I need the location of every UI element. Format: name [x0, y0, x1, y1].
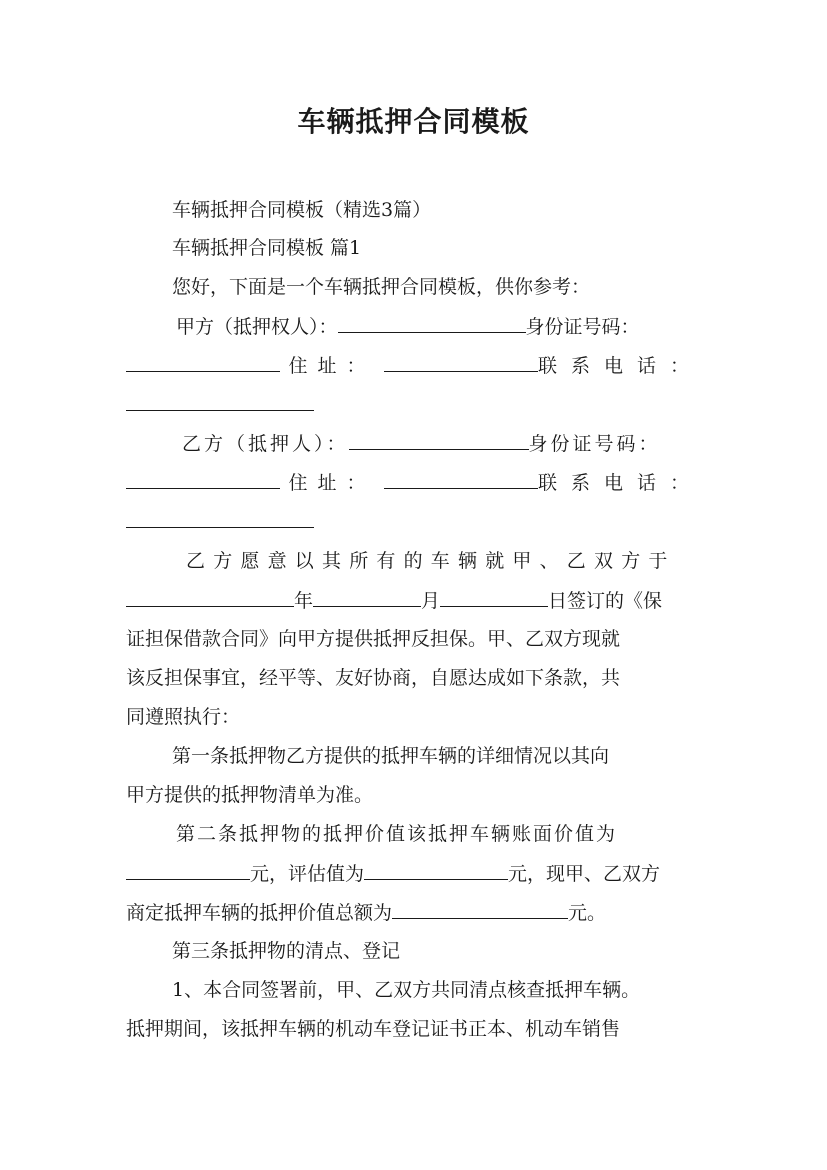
party-b-id-label: 身份证号码： [528, 433, 661, 455]
party-a-label: 甲方（抵押权人）： [176, 316, 338, 338]
party-b-id-blank [126, 470, 280, 489]
party-a-phone-line [126, 392, 702, 417]
party-b-address-line [126, 470, 702, 495]
document-title: 车辆抵押合同模板 [297, 105, 530, 138]
total-value-blank [392, 900, 568, 919]
appraised-value-blank [364, 861, 508, 880]
para1-line2 [126, 588, 702, 613]
party-a-id-label: 身份证号码： [525, 316, 640, 338]
day-blank [440, 588, 548, 607]
party-a-address-blank [384, 353, 538, 372]
year-blank [126, 588, 294, 607]
article3-line1: 1、本合同签署前，甲、乙双方共同清点核查抵押车辆。 [172, 979, 641, 1001]
article1-line2: 甲方提供的抵押物清单为准。 [126, 784, 374, 806]
intro-text: 您好，下面是一个车辆抵押合同模板，供你参考： [172, 276, 591, 298]
section-heading: 车辆抵押合同模板 篇1 [172, 237, 362, 259]
party-a-phone-label: 联系电话： [538, 355, 704, 377]
article3-heading: 第三条抵押物的清点、登记 [172, 940, 401, 962]
party-b-phone-blank [126, 509, 314, 528]
article1-line1: 第一条抵押物乙方提供的抵押车辆的详细情况以其向 [172, 745, 610, 767]
para1-line1: 乙方愿意以其所有的车辆就甲、乙双方于 [186, 550, 676, 572]
party-b-phone-line [126, 509, 702, 534]
total-value-label: 商定抵押车辆的抵押价值总额为 [126, 902, 393, 924]
party-a-address-label: 住址： [288, 355, 376, 377]
total-value-unit: 元。 [568, 902, 607, 924]
article2-line1: 第二条抵押物的抵押价值该抵押车辆账面价值为 [176, 823, 618, 845]
year-label: 年 [294, 590, 314, 612]
para1-line4: 该反担保事宜，经平等、友好协商，自愿达成如下条款，共 [126, 667, 621, 689]
article2-line2 [126, 861, 702, 886]
para1-line3: 证担保借款合同》向甲方提供抵押反担保。甲、乙双方现就 [126, 628, 621, 650]
party-a-id-blank [126, 353, 280, 372]
article3-line2: 抵押期间，该抵押车辆的机动车登记证书正本、机动车销售 [126, 1018, 621, 1040]
article2-line3 [126, 900, 702, 925]
party-b-name-blank [349, 431, 529, 450]
party-a-line [126, 314, 702, 339]
party-a-phone-blank [126, 392, 314, 411]
appraised-value-unit: 元，现甲、乙双方 [508, 863, 661, 885]
party-a-address-line [126, 353, 702, 378]
party-b-label: 乙方（抵押人）： [182, 433, 349, 455]
party-b-line [126, 431, 702, 456]
month-blank [313, 588, 421, 607]
month-label: 月 [421, 590, 441, 612]
para1-line5: 同遵照执行： [126, 706, 241, 728]
book-value-unit: 元，评估值为 [250, 863, 365, 885]
party-b-address-label: 住址： [288, 472, 376, 494]
book-value-blank [126, 861, 250, 880]
party-b-address-blank [384, 470, 538, 489]
party-b-phone-label: 联系电话： [538, 472, 704, 494]
party-a-name-blank [338, 314, 526, 333]
document-subtitle: 车辆抵押合同模板（精选3篇） [172, 199, 432, 221]
day-rest: 日签订的《保 [548, 590, 663, 612]
